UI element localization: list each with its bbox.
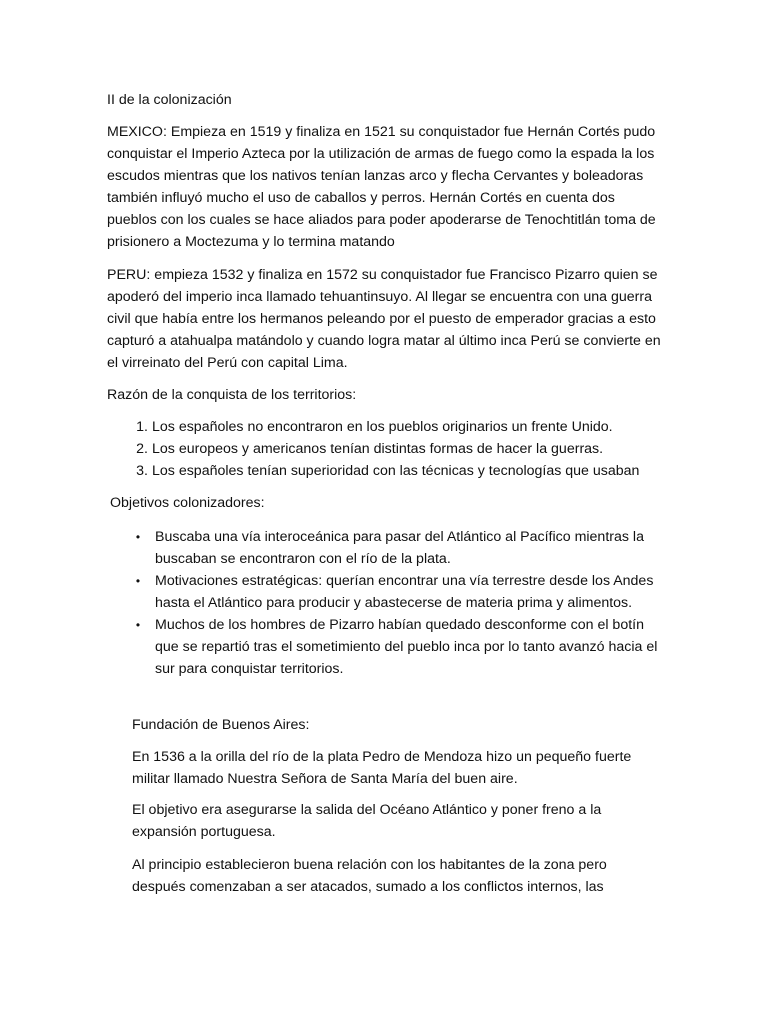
list-item-text: Buscaba una vía interoceánica para pasar del Atlántico al Pacífico mientras la buscaban se encontraron con el río de la plata. (155, 529, 644, 567)
list-item (136, 416, 672, 438)
razon-title: Razón de la conquista de los territorios: (107, 387, 357, 403)
bullet-icon: • (135, 530, 141, 544)
list-number: 3. (136, 463, 148, 479)
objetivos-title: Objetivos colonizadores: (110, 495, 265, 511)
objetivos-list (135, 526, 660, 680)
list-item (135, 570, 660, 614)
list-item-text: Los españoles no encontraron en los pueblos originarios un frente Unido. (152, 419, 613, 435)
razon-list (136, 416, 672, 482)
list-number: 2. (136, 441, 148, 457)
list-item-text: Los españoles tenían superioridad con las técnicas y tecnologías que usaban (152, 463, 640, 479)
list-item (135, 526, 660, 570)
fundacion-paragraph-2: El objetivo era asegurarse la salida del Océano Atlántico y poner freno a la expansión portuguesa. (132, 802, 602, 840)
section-heading: II de la colonización (107, 92, 232, 108)
list-item (136, 460, 672, 482)
list-item (135, 614, 660, 680)
list-item-text: Los europeos y americanos tenían distintas formas de hacer la guerras. (152, 441, 604, 457)
list-number: 1. (136, 419, 148, 435)
bullet-icon: • (135, 574, 141, 588)
fundacion-title: Fundación de Buenos Aires: (132, 717, 310, 733)
list-item (136, 438, 672, 460)
mexico-paragraph: MEXICO: Empieza en 1519 y finaliza en 1521 su conquistador fue Hernán Cortés pudo conquistar el Imperio Azteca por la utilización de armas de fuego como la espada la los escudos mientras que los nativos tenían lanzas arco y flecha Cervantes y boleadoras también influyó mucho el uso de caballos y perros. Hernán Cortés en cuenta dos pueblos con los cuales se hace aliados para poder apoderarse de Tenochtitlán toma de prisionero a Moctezuma y lo termina matando (107, 124, 656, 250)
bullet-icon: • (135, 618, 141, 632)
peru-paragraph: PERU: empieza 1532 y finaliza en 1572 su conquistador fue Francisco Pizarro quien se apoderó del imperio inca llamado tehuantinsuyo. Al llegar se encuentra con una guerra civil que había entre los hermanos peleando por el puesto de emperador gracias a esto capturó a atahualpa matándolo y cuando logra matar al último inca Perú se convierte en el virreinato del Perú con capital Lima. (107, 267, 661, 371)
list-item-text: Motivaciones estratégicas: querían encontrar una vía terrestre desde los Andes hasta el Atlántico para producir y abastecerse de materia prima y alimentos. (155, 573, 654, 611)
fundacion-paragraph-3: Al principio establecieron buena relación con los habitantes de la zona pero después comenzaban a ser atacados, sumado a los conflictos internos, las (132, 857, 607, 895)
list-item-text: Muchos de los hombres de Pizarro habían quedado desconforme con el botín que se repartió tras el sometimiento del pueblo inca por lo tanto avanzó hacia el sur para conquistar territorios. (155, 617, 658, 677)
fundacion-paragraph-1: En 1536 a la orilla del río de la plata Pedro de Mendoza hizo un pequeño fuerte militar llamado Nuestra Señora de Santa María del buen aire. (132, 749, 632, 787)
